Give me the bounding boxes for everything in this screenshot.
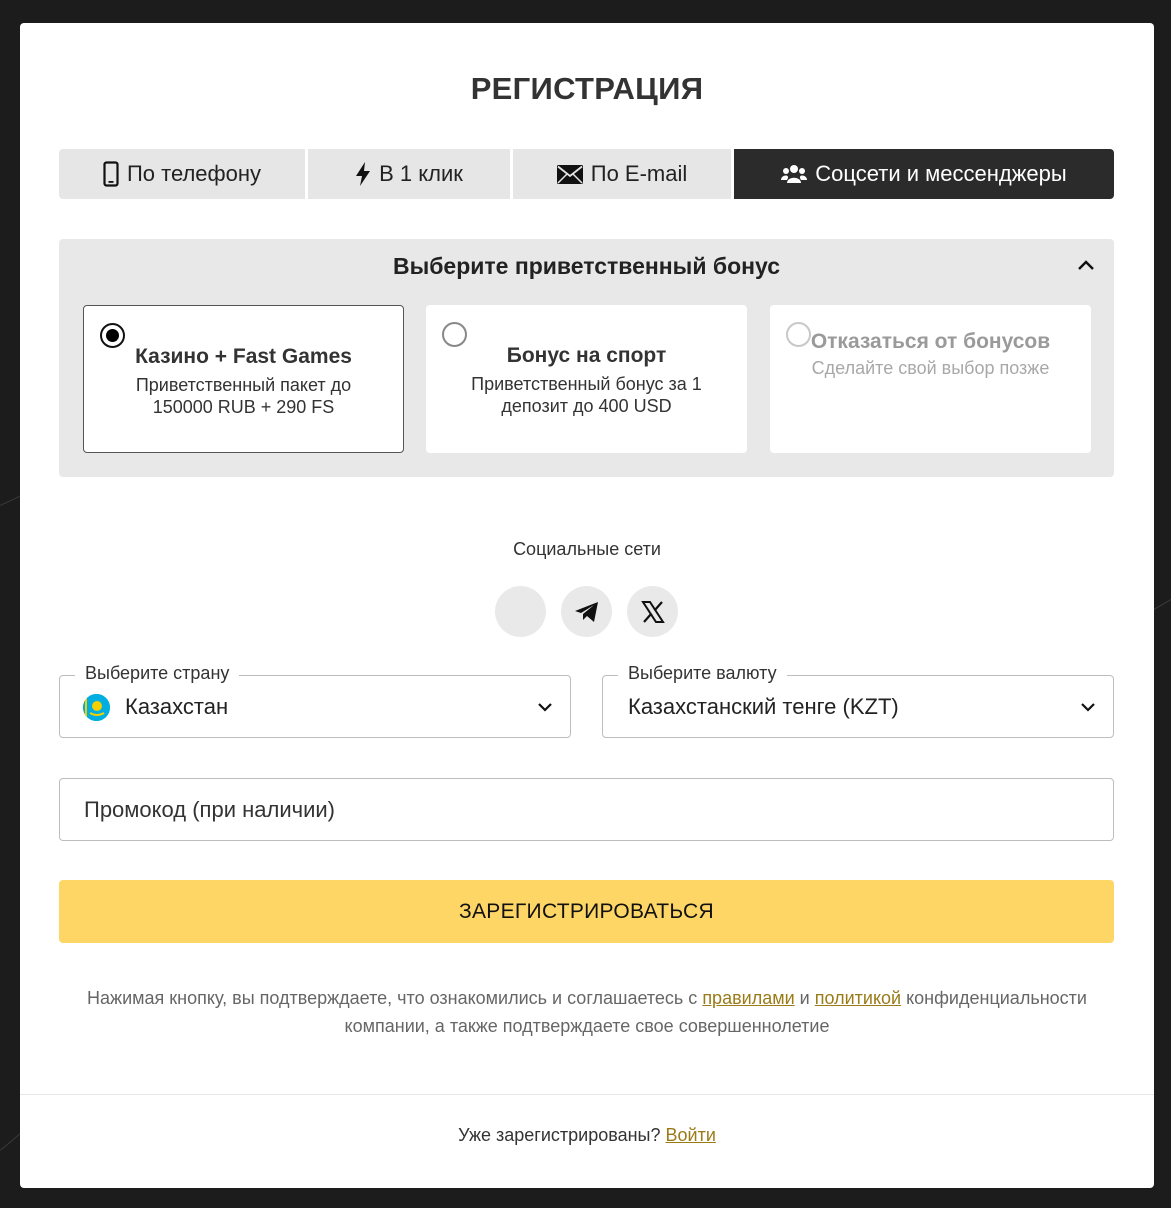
bonus-option-decline[interactable] (770, 305, 1091, 453)
phone-icon (103, 161, 119, 187)
chevron-down-icon (536, 698, 554, 716)
x-icon[interactable] (627, 586, 678, 637)
terms-text-before: Нажимая кнопку, вы подтверждаете, что ознакомились и соглашаетесь с (87, 988, 703, 1008)
tab-email[interactable] (513, 149, 731, 199)
country-label: Выберите страну (75, 663, 239, 684)
radio-casino[interactable] (100, 323, 125, 348)
social-buttons (495, 586, 678, 637)
bonus-option-desc: Приветственный пакет до 150000 RUB + 290 FS (135, 375, 352, 417)
bonus-option-name: Бонус на спорт (506, 344, 667, 367)
chevron-up-icon[interactable] (1076, 255, 1096, 275)
register-button[interactable]: ЗАРЕГИСТРИРОВАТЬСЯ (59, 880, 1114, 943)
lightning-icon (355, 162, 371, 186)
tab-email-label: По E-mail (590, 161, 688, 186)
registration-tabs (59, 149, 1114, 199)
social-label: Социальные сети (513, 539, 661, 559)
radio-sport[interactable] (442, 322, 467, 347)
divider (20, 1094, 1154, 1095)
terms-text-after: конфиденциальности компании, а также подтверждаете свое совершеннолетие (344, 988, 1087, 1036)
users-icon (781, 164, 807, 184)
terms-and: и (794, 988, 815, 1008)
tab-one-click[interactable] (308, 149, 510, 199)
login-link[interactable]: Войти (665, 1125, 716, 1145)
bonus-option-desc: Приветственный бонус за 1 депозит до 400 USD (471, 374, 702, 416)
radio-decline[interactable] (786, 322, 811, 347)
empty-social-icon[interactable] (495, 586, 546, 637)
footer (20, 1125, 1154, 1146)
currency-label: Выберите валюту (618, 663, 787, 684)
bonus-option-name: Казино + Fast Games (135, 345, 352, 368)
tab-social[interactable] (734, 149, 1114, 199)
tab-phone[interactable] (59, 149, 305, 199)
registration-modal (20, 23, 1154, 1188)
tab-social-label: Соцсети и мессенджеры (815, 161, 1067, 186)
tab-phone-label: По телефону (126, 161, 262, 186)
promo-code-input[interactable] (59, 778, 1114, 841)
bonus-option-name: Отказаться от бонусов (810, 330, 1051, 353)
envelope-icon (557, 165, 583, 184)
rules-link[interactable]: правилами (702, 988, 795, 1008)
country-value: Казахстан (125, 694, 229, 719)
page-title: РЕГИСТРАЦИЯ (470, 71, 704, 106)
currency-value: Казахстанский тенге (KZT) (628, 694, 899, 719)
terms-text (80, 984, 1094, 1040)
policy-link[interactable]: политикой (814, 988, 902, 1008)
bonus-title: Выберите приветственный бонус (392, 253, 781, 279)
bonus-option-desc: Сделайте свой выбор позже (811, 358, 1050, 378)
bonus-option-sport[interactable] (426, 305, 747, 453)
telegram-icon[interactable] (561, 586, 612, 637)
bonus-panel (59, 239, 1114, 477)
bonus-option-casino[interactable] (83, 305, 404, 453)
country-select[interactable] (59, 663, 571, 738)
already-registered-text: Уже зарегистрированы? (458, 1125, 666, 1145)
currency-select[interactable] (602, 663, 1114, 738)
chevron-down-icon (1079, 698, 1097, 716)
tab-one-click-label: В 1 клик (379, 161, 463, 186)
kazakhstan-flag-icon (83, 694, 110, 721)
